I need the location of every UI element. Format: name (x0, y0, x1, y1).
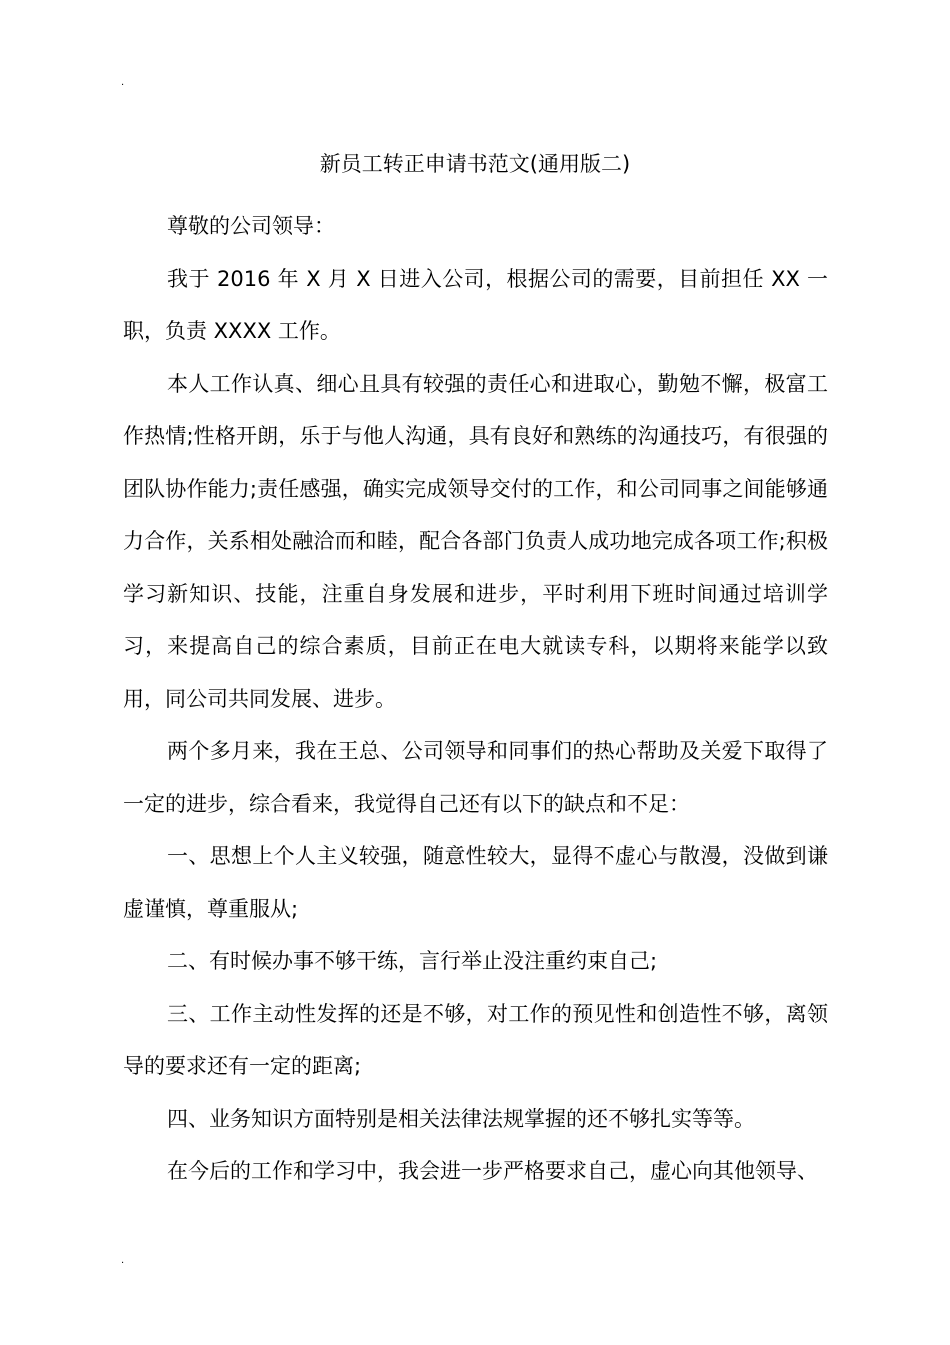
paragraph-8: 在今后的工作和学习中，我会进一步严格要求自己，虚心向其他领导、 (167, 1159, 818, 1183)
paragraph-5: 二、有时候办事不够干练，言行举止没注重约束自己; (167, 949, 658, 973)
paragraph-3: 两个多月来，我在王总、公司领导和同事们的热心帮助及关爱下取得了一定的进步，综合看来，我觉得自己还有以下的缺点和不足： (123, 739, 828, 816)
top-corner-mark: . (121, 77, 125, 88)
paragraph-6: 三、工作主动性发挥的还是不够，对工作的预见性和创造性不够，离领导的要求还有一定的距离; (123, 1001, 828, 1078)
paragraph-7: 四、业务知识方面特别是相关法律法规掌握的还不够扎实等等。 (167, 1106, 755, 1131)
paragraph-1: 我于 2016 年 X 月 X 日进入公司，根据公司的需要，目前担任 XX 一职，负责 XXXX 工作。 (123, 266, 828, 343)
document-body (123, 200, 828, 1198)
document-title: 新员工转正申请书范文(通用版二) (319, 152, 631, 176)
salutation: 尊敬的公司领导： (167, 214, 335, 238)
paragraph-4: 一、思想上个人主义较强，随意性较大，显得不虚心与散漫，没做到谦虚谨慎，尊重服从; (123, 844, 828, 921)
paragraph-2: 本人工作认真、细心且具有较强的责任心和进取心，勤勉不懈，极富工作热情;性格开朗，乐于与他人沟通，具有良好和熟练的沟通技巧，有很强的团队协作能力;责任感强，确实完成领导交付的工作，和公司同事之间能够通力合作，关系相处融洽而和睦，配合各部门负责人成功地完成各项工作;积极学习新知识、技能，注重自身发展和进步，平时利用下班时间通过培训学习，来提高自己的综合素质，目前正在电大就读专科，以期将来能学以致用，同公司共同发展、进步。 (123, 371, 828, 711)
bottom-corner-mark: . (121, 1255, 125, 1266)
